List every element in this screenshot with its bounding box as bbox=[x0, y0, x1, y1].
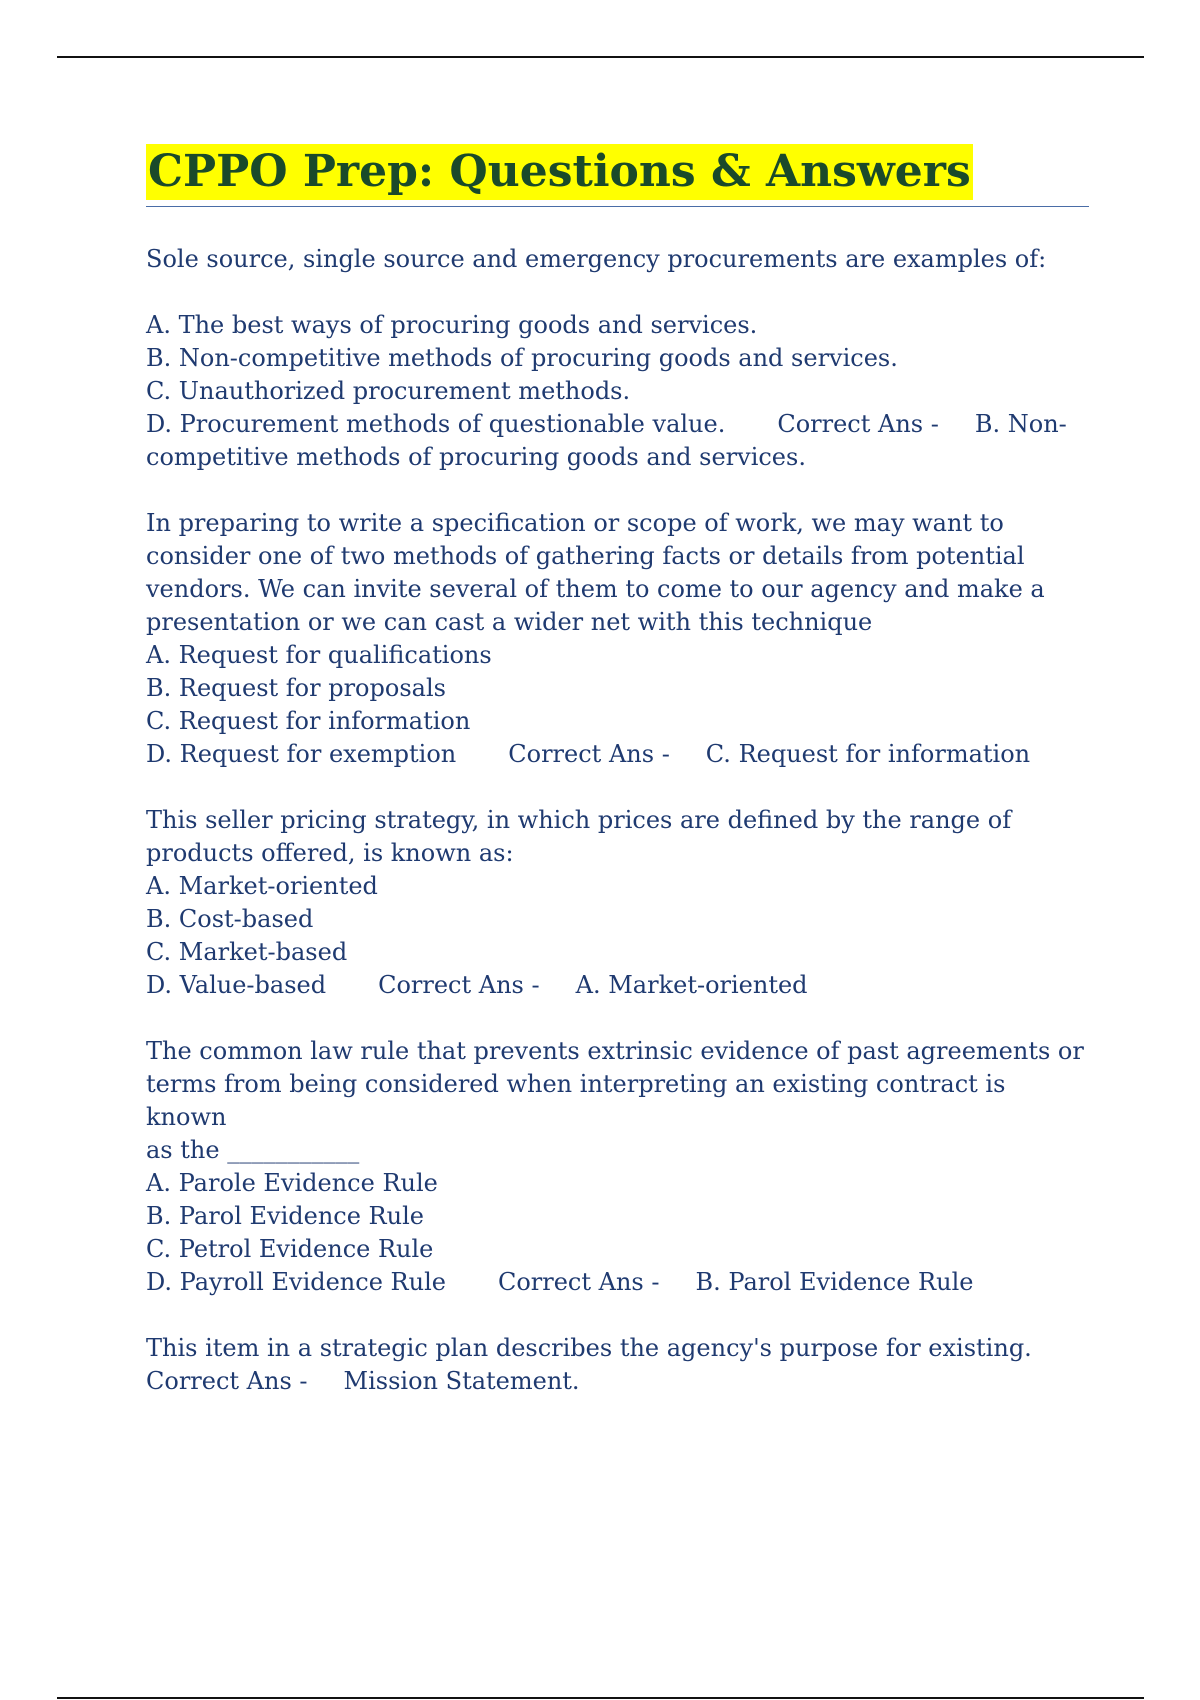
answer-line bbox=[146, 1365, 1089, 1398]
page-title: CPPO Prep: Questions & Answers bbox=[146, 144, 973, 200]
correct-label: Correct Ans bbox=[508, 740, 655, 768]
option-d: D. Payroll Evidence Rule bbox=[146, 1268, 446, 1296]
correct-sep: - bbox=[299, 1367, 308, 1395]
qa-item-4 bbox=[146, 1035, 1089, 1299]
option-a: A. Request for qualifications bbox=[146, 641, 492, 669]
correct-sep: - bbox=[531, 971, 540, 999]
correct-label: Correct Ans bbox=[378, 971, 524, 999]
title-block bbox=[146, 144, 1089, 207]
correct-label: Correct Ans bbox=[146, 1367, 292, 1395]
question-text-line: as the ___________ bbox=[146, 1136, 360, 1164]
qa-item-5 bbox=[146, 1332, 1089, 1398]
option-c: C. Petrol Evidence Rule bbox=[146, 1235, 434, 1263]
option-b: B. Cost-based bbox=[146, 905, 314, 933]
qa-item-1 bbox=[146, 243, 1089, 474]
question-text-line: In preparing to write a specification or scope of work, we may want to bbox=[146, 509, 1004, 537]
correct-answer: B. Non- bbox=[974, 410, 1067, 438]
question-text-line: consider one of two methods of gathering facts or details from potential bbox=[146, 542, 1025, 570]
question-text-line: terms from being considered when interpreting an existing contract is known bbox=[146, 1070, 1006, 1131]
correct-label: Correct Ans bbox=[777, 410, 924, 438]
option-d-with-answer bbox=[146, 408, 1089, 441]
option-d: D. Value-based bbox=[146, 971, 327, 999]
option-d-with-answer bbox=[146, 738, 1089, 771]
option-b: B. Non-competitive methods of procuring goods and services. bbox=[146, 344, 898, 372]
question-text-line: This seller pricing strategy, in which prices are defined by the range of bbox=[146, 806, 1012, 834]
correct-answer-continued: competitive methods of procuring goods and services. bbox=[146, 443, 806, 471]
correct-answer: C. Request for information bbox=[705, 740, 1031, 768]
option-a: A. The best ways of procuring goods and services. bbox=[146, 311, 758, 339]
correct-sep: - bbox=[661, 740, 670, 768]
correct-answer: Mission Statement. bbox=[343, 1367, 580, 1395]
option-b: B. Request for proposals bbox=[146, 674, 446, 702]
question-text-line: The common law rule that prevents extrinsic evidence of past agreements or bbox=[146, 1037, 1084, 1065]
document-body bbox=[146, 144, 1089, 1398]
question-text-line: presentation or we can cast a wider net with this technique bbox=[146, 608, 873, 636]
correct-sep: - bbox=[930, 410, 939, 438]
qa-item-2 bbox=[146, 507, 1089, 771]
correct-sep: - bbox=[651, 1268, 660, 1296]
option-d: D. Request for exemption bbox=[146, 740, 457, 768]
option-d-with-answer bbox=[146, 969, 1089, 1002]
correct-label: Correct Ans bbox=[497, 1268, 644, 1296]
top-rule bbox=[57, 56, 1144, 58]
option-d: D. Procurement methods of questionable value. bbox=[146, 410, 726, 438]
option-c: C. Request for information bbox=[146, 707, 471, 735]
options-list bbox=[146, 309, 1089, 474]
option-c: C. Unauthorized procurement methods. bbox=[146, 377, 631, 405]
correct-answer: B. Parol Evidence Rule bbox=[695, 1268, 974, 1296]
option-d-with-answer bbox=[146, 1266, 1089, 1299]
question-text-line: vendors. We can invite several of them to come to our agency and make a bbox=[146, 575, 1045, 603]
bottom-rule bbox=[57, 1697, 1144, 1699]
question-text: This item in a strategic plan describes the agency's purpose for existing. bbox=[146, 1334, 1032, 1362]
option-c: C. Market-based bbox=[146, 938, 348, 966]
option-a: A. Market-oriented bbox=[146, 872, 378, 900]
qa-item-3 bbox=[146, 804, 1089, 1002]
question-text-line: products offered, is known as: bbox=[146, 839, 514, 867]
correct-answer: A. Market-oriented bbox=[575, 971, 808, 999]
option-a: A. Parole Evidence Rule bbox=[146, 1169, 438, 1197]
question-text: Sole source, single source and emergency procurements are examples of: bbox=[146, 245, 1047, 273]
option-b: B. Parol Evidence Rule bbox=[146, 1202, 424, 1230]
